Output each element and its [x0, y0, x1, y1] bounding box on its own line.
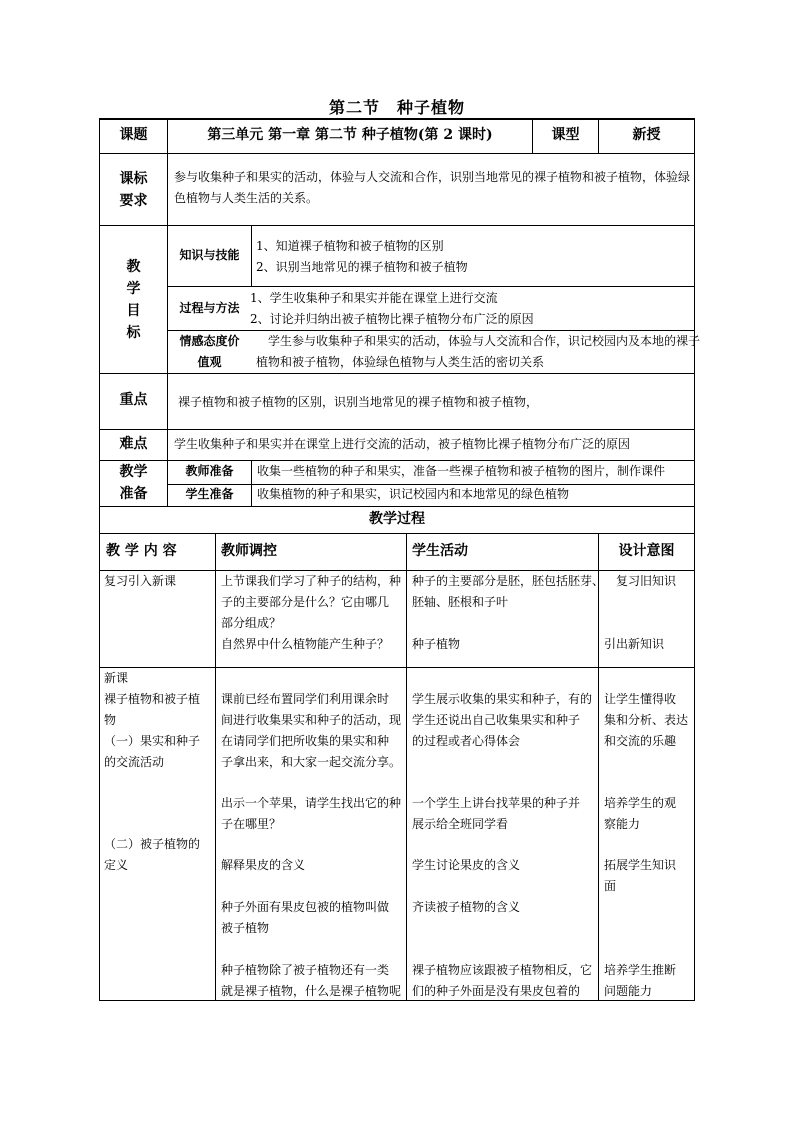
key-point-label: 重点 [119, 392, 148, 408]
new-teacher-5: 种子植物除了被子植物还有一类 就是裸子植物，什么是裸子植物呢 [221, 963, 402, 998]
topic-label: 课题 [119, 127, 148, 143]
lesson-type-label: 课型 [551, 127, 580, 143]
knowledge-text: 1、知道裸子植物和被子植物的区别 2、识别当地常见的裸子植物和被子植物 [256, 239, 468, 274]
col-header-teacher: 教师调控 [221, 543, 277, 559]
teacher-prep-label: 教师准备 [185, 464, 234, 478]
teacher-prep-text: 收集一些植物的种子和果实，准备一些裸子植物和被子植物的图片，制作课件 [257, 464, 666, 478]
new-content-b: （二）被子植物的 定义 [104, 837, 201, 872]
page-title: 第二节 种子植物 [328, 98, 465, 117]
new-intent-3: 拓展学生知识 面 [604, 858, 677, 893]
process-label: 过程与方法 [179, 301, 240, 315]
student-prep-label: 学生准备 [185, 487, 234, 501]
knowledge-label: 知识与技能 [179, 248, 240, 262]
difficulty-label: 难点 [119, 436, 148, 452]
review-content: 复习引入新课 [104, 574, 177, 588]
standard-text: 参与收集种子和果实的活动，体验与人交流和合作，识别当地常见的裸子植物和被子植物，体验绿 色植物与人类生活的关系。 [174, 170, 691, 205]
difficulty-text: 学生收集种子和果实并在课堂上进行交流的活动，被子植物比裸子植物分布广泛的原因 [174, 437, 631, 451]
col-header-student: 学生活动 [412, 543, 468, 559]
new-intent-5: 培养学生推断 问题能力 [604, 963, 677, 998]
new-intent-2: 培养学生的观 察能力 [604, 796, 677, 831]
review-intent: 复习旧知识 引出新知识 [604, 574, 677, 651]
prep-label: 教学 准备 [119, 464, 148, 502]
new-student-4: 齐读被子植物的含义 [412, 900, 521, 914]
standard-label: 课标 要求 [119, 171, 148, 209]
new-teacher-1: 课前已经布置同学们利用课余时 间进行收集果实和种子的活动，现 在请同学们把所收集的果实和种 子拿出来，和大家一起交流分享。 [221, 692, 402, 769]
new-teacher-4: 种子外面有果皮包被的植物叫做 被子植物 [221, 900, 390, 935]
col-header-intent: 设计意图 [618, 543, 675, 559]
col-header-content: 教 学 内 容 [106, 543, 177, 559]
new-teacher-2: 出示一个苹果，请学生找出它的种 子在哪里？ [221, 796, 402, 831]
new-student-5: 裸子植物应该跟被子植物相反，它 们的种子外面是没有果皮包着的 [412, 963, 593, 998]
lesson-type-value: 新授 [632, 127, 661, 143]
new-content-a: 新课 裸子植物和被子植 物 （一）果实和种子 的交流活动 [104, 671, 201, 769]
new-student-3: 学生讨论果皮的含义 [412, 858, 521, 872]
new-intent-1: 让学生懂得收 集和分析、表达 和交流的乐趣 [604, 692, 689, 748]
key-point-text: 裸子植物和被子植物的区别，识别当地常见的裸子植物和被子植物， [178, 395, 539, 409]
process-heading: 教学过程 [369, 511, 425, 527]
goals-label: 教 学 目 标 [126, 259, 141, 341]
review-teacher: 上节课我们学习了种子的结构，种 子的主要部分是什么？它由哪几 部分组成？ 自然界中什么植物能产生种子？ [221, 574, 402, 651]
new-teacher-3: 解释果皮的含义 [221, 858, 306, 872]
student-prep-text: 收集植物的种子和果实，识记校园内和本地常见的绿色植物 [257, 487, 570, 501]
new-student-1: 学生展示收集的果实和种子，有的 学生还说出自己收集果实和种子 的过程或者心得体会 [412, 692, 593, 748]
process-text: 1、学生收集种子和果实并能在课堂上进行交流 2、讨论并归纳出被子植物比裸子植物分布广泛的原因 [250, 291, 534, 326]
review-student: 种子的主要部分是胚，胚包括胚芽、 胚轴、胚根和子叶 种子植物 [412, 574, 605, 651]
topic-value: 第三单元 第一章 第二节 种子植物(第 2 课时) [207, 127, 493, 143]
emotion-text: 学生参与收集种子和果实的活动，体验与人交流和合作，识记校园内及本地的裸子 植物和被子植物，体验绿色植物与人类生活的密切关系 [256, 334, 701, 369]
new-student-2: 一个学生上讲台找苹果的种子并 展示给全班同学看 [412, 796, 581, 831]
emotion-label: 情感态度价 值观 [179, 334, 240, 369]
